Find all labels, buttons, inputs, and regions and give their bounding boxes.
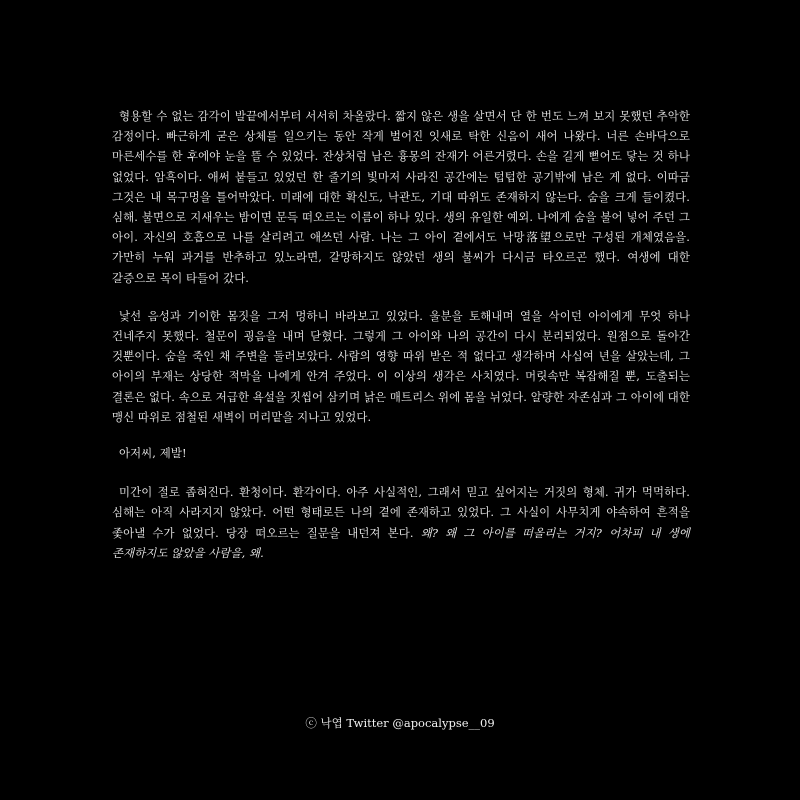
paragraph-spacer <box>112 288 690 306</box>
paragraph-2: 낯선 음성과 기이한 몸짓을 그저 멍하니 바라보고 있었다. 울분을 토해내며 열을 삭이던 아이에게 무엇 하나 건네주지 못했다. 철문이 굉음을 내며 닫혔다. 그렇게 그 아이와 나의 공간이 다시 분리되었다. 원점으로 돌아간 것뿐이다. 숨을 죽인 채 주변을 둘러보았다. 사람의 영향 따위 받은 적 없다고 생각하며 사십여 년을 살았는데, 그 아이의 부재는 상당한 적막을 나에게 안겨 주었다. 이 이상의 생각은 사치였다. 머릿속만 복잡해질 뿐, 도출되는 결론은 없다. 속으로 저급한 욕설을 짓씹어 삼키며 낡은 매트리스 위에 몸을 뉘었다. 알량한 자존심과 그 아이에 대한 맹신 따위로 점철된 새벽이 머리맡을 지나고 있었다. <box>112 308 690 424</box>
copyright-footer: ⓒ 낙엽 Twitter @apocalypse__09 <box>305 716 495 730</box>
dialogue-line: 아저씨, 제발! <box>119 446 187 461</box>
paragraph-4 <box>112 482 690 563</box>
paragraph-spacer <box>112 463 690 482</box>
document-body <box>112 106 690 563</box>
paragraph-4-text: 미간이 절로 좁혀진다. 환청이다. 환각이다. 아주 사실적인, 그래서 믿고 싶어지는 거짓의 형체. 귀가 먹먹하다. 심해는 아직 사라지지 않았다. 어떤 형태로든 나의 곁에 존재하고 있었다. 그 사실이 사무치게 야속하여 흔적을 좇아낼 수가 없었다. 당장 떠오르는 질문을 내던져 본다. <box>112 485 690 540</box>
paragraph-4-italic-text: 왜? 왜 그 아이를 떠올리는 거지? 어차피 내 생에 존재하지도 않았을 사람을, 왜. <box>112 525 690 560</box>
paragraph-1: 형용할 수 없는 감각이 발끝에서부터 서서히 차올랐다. 짧지 않은 생을 살면서 단 한 번도 느껴 보지 못했던 추악한 감정이다. 빠근하게 굳은 상체를 일으키는 동안 작게 벌어진 잇새로 탁한 신음이 새어 나왔다. 너른 손바닥으로 마른세수를 한 후에야 눈을 뜰 수 있었다. 잔상처럼 남은 흉몽의 잔재가 어른거렸다. 손을 길게 뻗어도 닿는 것 하나 없었다. 암흑이다. 애써 붙들고 있었던 한 줄기의 빛마저 사라진 공간에는 텁텁한 공기밖에 남은 게 없다. 이따금 그것은 내 목구멍을 틀어막았다. 미래에 대한 확신도, 낙관도, 기대 따위도 존재하지 않는다. 숨을 크게 들이켰다. 심해. 불면으로 지새우는 밤이면 문득 떠오르는 이름이 하나 있다. 생의 유일한 예외. 나에게 숨을 불어 넣어 주던 그 아이. 자신의 호흡으로 나를 살리려고 애쓰던 사람. 나는 그 아이 곁에서도 낙망落望으로만 구성된 개체였음을. 가만히 누워 과거를 반추하고 있노라면, 갈망하지도 않았던 생의 불씨가 다시금 타오르곤 했다. 여생에 대한 갈증으로 목이 타들어 갔다. <box>112 109 690 285</box>
paragraph-spacer <box>112 427 690 443</box>
